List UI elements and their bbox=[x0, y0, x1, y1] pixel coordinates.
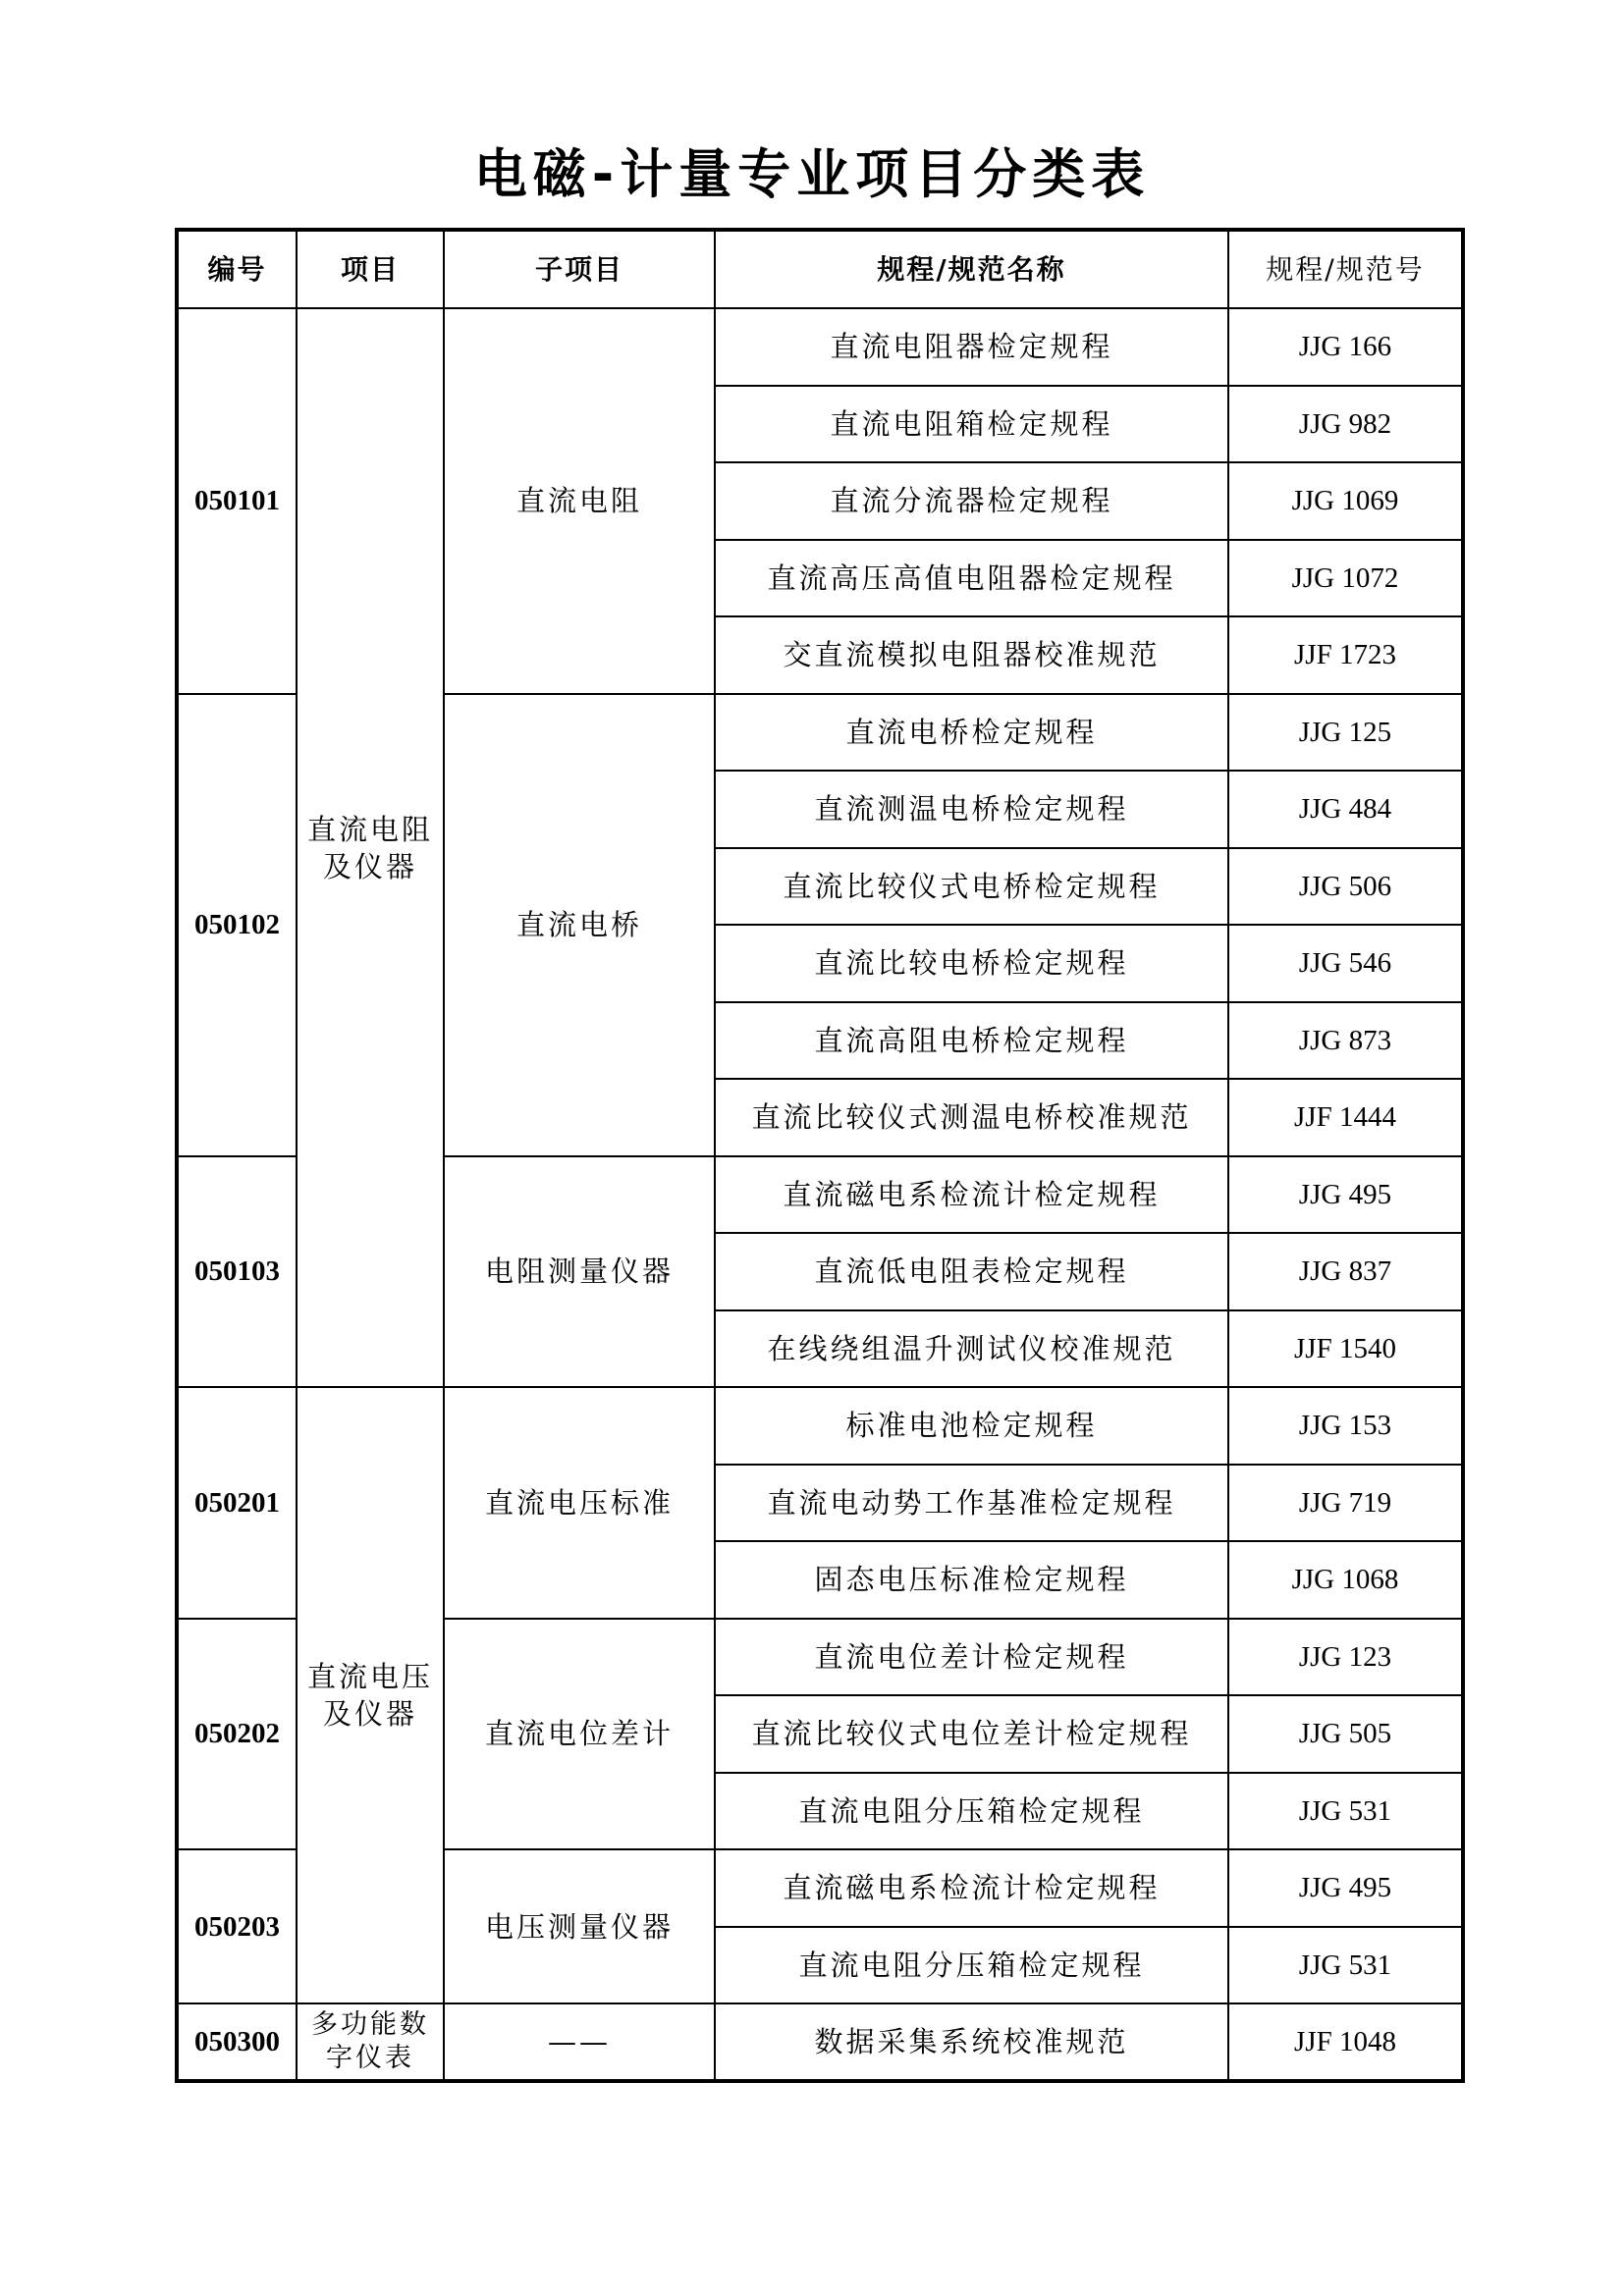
item-cell: 直流电阻及仪器 bbox=[297, 308, 444, 1387]
code-cell: 050203 bbox=[177, 1849, 297, 2003]
header-spec-name: 规程/规范名称 bbox=[715, 230, 1228, 308]
spec-number-cell: JJF 1048 bbox=[1228, 2003, 1463, 2081]
spec-name-cell: 直流分流器检定规程 bbox=[715, 462, 1228, 540]
code-cell: 050102 bbox=[177, 694, 297, 1156]
spec-number-cell: JJG 1068 bbox=[1228, 1541, 1463, 1619]
spec-number-cell: JJG 531 bbox=[1228, 1773, 1463, 1850]
spec-number-cell: JJG 153 bbox=[1228, 1387, 1463, 1465]
spec-name-cell: 直流比较仪式测温电桥校准规范 bbox=[715, 1079, 1228, 1156]
spec-name-cell: 直流电阻箱检定规程 bbox=[715, 386, 1228, 463]
spec-name-cell: 直流磁电系检流计检定规程 bbox=[715, 1849, 1228, 1927]
code-cell: 050103 bbox=[177, 1156, 297, 1388]
spec-number-cell: JJG 531 bbox=[1228, 1927, 1463, 2004]
sub-item-cell: 直流电位差计 bbox=[444, 1619, 715, 1850]
spec-number-cell: JJG 484 bbox=[1228, 771, 1463, 848]
spec-number-cell: JJG 166 bbox=[1228, 308, 1463, 386]
spec-number-cell: JJF 1723 bbox=[1228, 616, 1463, 694]
spec-number-cell: JJG 873 bbox=[1228, 1002, 1463, 1080]
spec-number-cell: JJG 495 bbox=[1228, 1849, 1463, 1927]
spec-name-cell: 交直流模拟电阻器校准规范 bbox=[715, 616, 1228, 694]
header-item: 项目 bbox=[297, 230, 444, 308]
item-cell: 直流电压及仪器 bbox=[297, 1387, 444, 2003]
header-sub-item: 子项目 bbox=[444, 230, 715, 308]
spec-name-cell: 直流电动势工作基准检定规程 bbox=[715, 1465, 1228, 1542]
spec-name-cell: 固态电压标准检定规程 bbox=[715, 1541, 1228, 1619]
item-cell: 多功能数字仪表 bbox=[297, 2003, 444, 2081]
table-row bbox=[177, 2003, 1463, 2081]
sub-item-cell: 直流电阻 bbox=[444, 308, 715, 694]
code-cell: 050202 bbox=[177, 1619, 297, 1850]
code-cell: 050101 bbox=[177, 308, 297, 694]
spec-name-cell: 直流磁电系检流计检定规程 bbox=[715, 1156, 1228, 1234]
spec-number-cell: JJG 123 bbox=[1228, 1619, 1463, 1696]
spec-number-cell: JJG 982 bbox=[1228, 386, 1463, 463]
sub-item-cell: 直流电桥 bbox=[444, 694, 715, 1156]
spec-number-cell: JJG 546 bbox=[1228, 925, 1463, 1002]
sub-item-cell: —— bbox=[444, 2003, 715, 2081]
table-header-row bbox=[177, 230, 1463, 308]
spec-name-cell: 直流测温电桥检定规程 bbox=[715, 771, 1228, 848]
spec-number-cell: JJG 505 bbox=[1228, 1695, 1463, 1773]
code-cell: 050201 bbox=[177, 1387, 297, 1619]
spec-number-cell: JJG 125 bbox=[1228, 694, 1463, 772]
spec-name-cell: 直流低电阻表检定规程 bbox=[715, 1233, 1228, 1310]
table-row bbox=[177, 308, 1463, 386]
spec-number-cell: JJG 1072 bbox=[1228, 540, 1463, 617]
spec-name-cell: 直流电位差计检定规程 bbox=[715, 1619, 1228, 1696]
table-row bbox=[177, 1387, 1463, 1465]
spec-number-cell: JJG 719 bbox=[1228, 1465, 1463, 1542]
project-classification-table bbox=[175, 228, 1465, 2083]
spec-number-cell: JJF 1540 bbox=[1228, 1310, 1463, 1388]
spec-number-cell: JJG 495 bbox=[1228, 1156, 1463, 1234]
spec-name-cell: 直流比较仪式电位差计检定规程 bbox=[715, 1695, 1228, 1773]
spec-name-cell: 直流电阻分压箱检定规程 bbox=[715, 1773, 1228, 1850]
sub-item-cell: 电压测量仪器 bbox=[444, 1849, 715, 2003]
spec-name-cell: 直流比较电桥检定规程 bbox=[715, 925, 1228, 1002]
spec-name-cell: 在线绕组温升测试仪校准规范 bbox=[715, 1310, 1228, 1388]
spec-name-cell: 标准电池检定规程 bbox=[715, 1387, 1228, 1465]
code-cell: 050300 bbox=[177, 2003, 297, 2081]
spec-name-cell: 直流电阻器检定规程 bbox=[715, 308, 1228, 386]
spec-name-cell: 直流电桥检定规程 bbox=[715, 694, 1228, 772]
header-code: 编号 bbox=[177, 230, 297, 308]
header-spec-number: 规程/规范号 bbox=[1228, 230, 1463, 308]
spec-number-cell: JJG 837 bbox=[1228, 1233, 1463, 1310]
spec-name-cell: 直流高压高值电阻器检定规程 bbox=[715, 540, 1228, 617]
spec-number-cell: JJG 1069 bbox=[1228, 462, 1463, 540]
spec-name-cell: 直流电阻分压箱检定规程 bbox=[715, 1927, 1228, 2004]
sub-item-cell: 直流电压标准 bbox=[444, 1387, 715, 1619]
sub-item-cell: 电阻测量仪器 bbox=[444, 1156, 715, 1388]
page-title: 电磁-计量专业项目分类表 bbox=[473, 143, 1151, 205]
spec-name-cell: 数据采集系统校准规范 bbox=[715, 2003, 1228, 2081]
spec-number-cell: JJG 506 bbox=[1228, 848, 1463, 926]
spec-name-cell: 直流高阻电桥检定规程 bbox=[715, 1002, 1228, 1080]
spec-name-cell: 直流比较仪式电桥检定规程 bbox=[715, 848, 1228, 926]
spec-number-cell: JJF 1444 bbox=[1228, 1079, 1463, 1156]
